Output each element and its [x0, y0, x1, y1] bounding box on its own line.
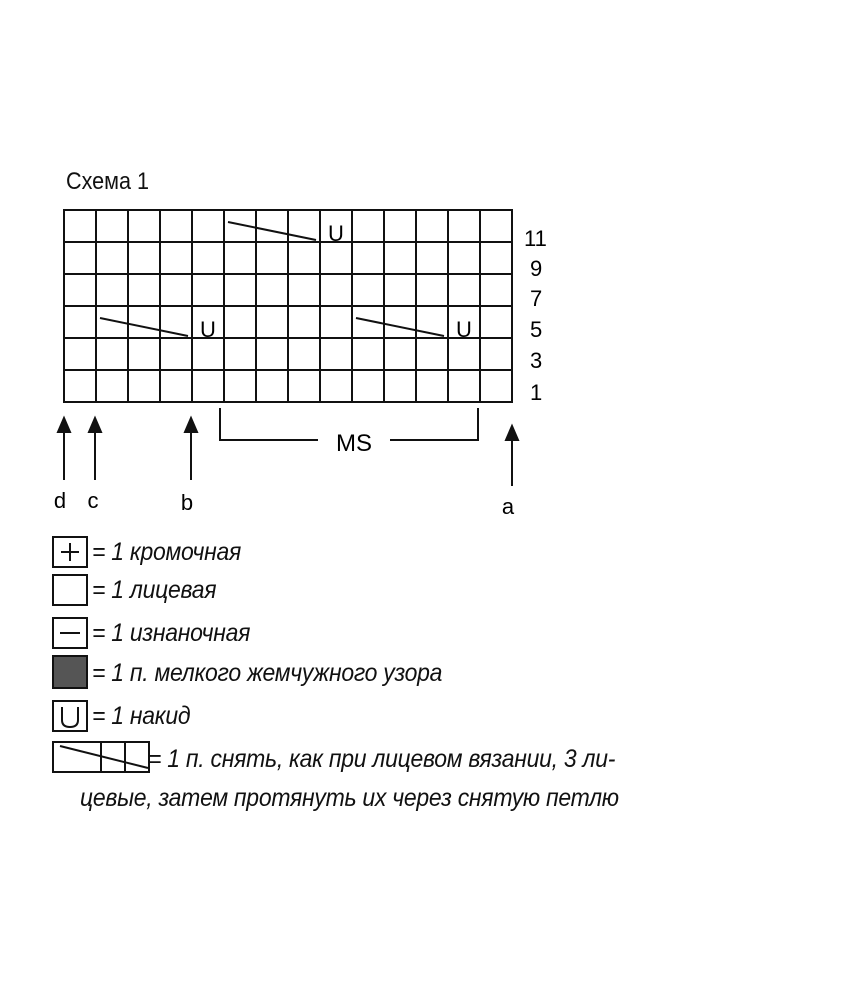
arrow-marker-a	[506, 426, 518, 486]
marker-label-c: c	[87, 488, 99, 513]
yarn-over-symbol: U	[200, 317, 216, 342]
arrow-marker-b	[185, 418, 197, 480]
legend-item-seed	[86, 656, 473, 690]
decrease-symbol	[100, 318, 188, 336]
row-number: 11	[524, 226, 547, 251]
legend-item-decrease	[142, 742, 656, 776]
row-number: 1	[530, 380, 543, 405]
yarn-over-symbol: U	[456, 317, 472, 342]
legend-symbol-knit	[53, 575, 87, 605]
legend-symbol-seed	[53, 656, 87, 688]
legend-symbol-yarn-over	[53, 701, 87, 731]
row-number: 7	[530, 286, 543, 311]
legend-text: = 1 п. снять, как при лицевом вязании, 3 ли-	[148, 744, 616, 773]
legend-text: = 1 кромочная	[92, 537, 242, 566]
yarn-over-symbol: U	[328, 221, 344, 246]
legend-item-purl	[86, 616, 264, 650]
repeat-label: MS	[336, 430, 372, 457]
legend-item-knit	[86, 573, 227, 607]
legend-text: = 1 п. мелкого жемчужного узора	[92, 658, 443, 687]
legend-item-yarn-over	[86, 699, 199, 733]
legend-symbol-selvage	[53, 537, 87, 567]
legend-text-continued: цевые, затем протянуть их через снятую петлю	[80, 784, 619, 812]
marker-label-a: a	[501, 494, 515, 519]
legend-text: = 1 лицевая	[92, 575, 217, 604]
row-number: 5	[530, 317, 543, 342]
marker-label-d: d	[53, 488, 67, 513]
legend-item-selvage	[86, 535, 254, 569]
arrow-marker-d	[58, 418, 70, 480]
legend-symbol-purl	[53, 618, 87, 648]
decrease-symbol	[356, 318, 444, 336]
marker-label-b: b	[180, 490, 194, 515]
chart-grid	[64, 210, 512, 402]
decrease-symbol	[228, 222, 316, 240]
legend-text: = 1 изнаночная	[92, 618, 251, 647]
diagram-title: Схема 1	[66, 168, 150, 195]
legend-text: = 1 накид	[92, 701, 191, 730]
row-number: 3	[530, 348, 543, 373]
row-number: 9	[530, 256, 543, 281]
legend-symbol-decrease	[53, 742, 149, 772]
arrow-marker-c	[89, 418, 101, 480]
